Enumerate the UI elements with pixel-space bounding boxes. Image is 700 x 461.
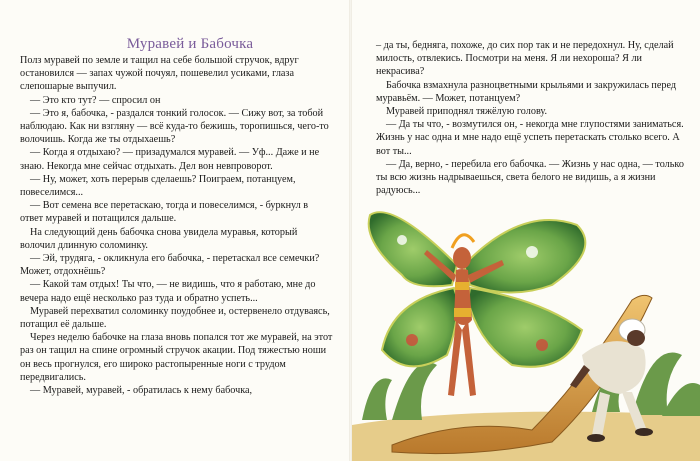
paragraph: — Это я, бабочка, - раздался тонкий голосок. — Сижу вот, за тобой наблюдаю. Как ни взгляну — всё куда-то бежишь, торопишься, чего-то волочишь. Когда же ты отдыхаешь? — [20, 107, 329, 146]
paragraph: На следующий день бабочка снова увидела муравья, который волочил длинную соломинку. — [20, 226, 298, 251]
paragraph: — Да ты что, - возмутился он, - некогда мне глупостями заниматься. Жизнь у нас одна и мне надо ещё успеть перетаскать столько всего. А вот ты... — [376, 119, 684, 157]
costume-top — [455, 282, 469, 290]
paragraph: Муравей приподнял тяжёлую голову. — [386, 106, 548, 118]
paragraph: Муравей перехватил соломинку поудобнее и, остервенело отдуваясь, потащил её дальше. — [20, 305, 330, 331]
paragraph: – да ты, бедняга, похоже, до сих пор так и не передохнул. Ну, сделай милость, отвлекись. Посмотри на меня. Я ли нехороша? Я ли некрасива? — [376, 40, 674, 78]
costume-belt — [454, 308, 471, 317]
paragraph: — Вот семена все перетаскаю, тогда и повеселимся, - буркнул в ответ муравей и потащился дальше. — [20, 200, 309, 225]
right-page — [352, 0, 700, 461]
paragraph: — Эй, трудяга, - окликнула его бабочка, - перетаскал все семечки? Может, отдохнёшь? — [20, 253, 320, 278]
story-title: Муравей и Бабочка — [126, 36, 254, 52]
antenna-headdress — [452, 235, 474, 248]
paragraph: — Муравей, муравей, - обратилась к нему бабочка, — [30, 385, 253, 397]
paragraph: Бабочка взмахнула разноцветными крыльями и закружилась перед муравьём. — Может, потанцуем? — [376, 79, 677, 104]
paragraph: — Ну, может, хоть перерыв сделаешь? Поиграем, потанцуем, повеселимся... — [20, 173, 296, 199]
paragraph: — Это кто тут? — спросил он — [30, 94, 161, 106]
paragraph: Полз муравей по земле и тащил на себе большой стручок, вдруг остановился — запах чужой почуял, пошевелил усиками, глаза слепошарые выпучил. — [20, 55, 299, 93]
paragraph: Через неделю бабочке на глаза вновь попался тот же муравей, на этот раз он тащил на спине огромный стручок акации. Под тяжестью ноши он весь прогнулся, его широко растопыренные ноги с трудом передвигались. — [20, 332, 333, 383]
left-text-column — [20, 54, 333, 397]
paragraph: — Когда я отдыхаю? — призадумался муравей. — Уф... Даже и не знаю. Некогда мне сейчас отдыхать. Дел вон невпроворот. — [20, 147, 320, 172]
paragraph: — Какой там отдых! Ты что, — не видишь, что я работаю, мне до вечера надо ещё несколько раз туда и обратно успеть... — [20, 279, 316, 304]
story-illustration — [352, 180, 700, 461]
right-text-column — [376, 39, 688, 197]
left-page — [0, 0, 349, 461]
paragraph: — Да, верно, - перебила его бабочка. — Жизнь у нас одна, — только ты всю жизнь надрываешься, света белого не видишь, а я жизни радуюсь... — [376, 158, 684, 197]
butterfly-wings — [369, 212, 586, 367]
